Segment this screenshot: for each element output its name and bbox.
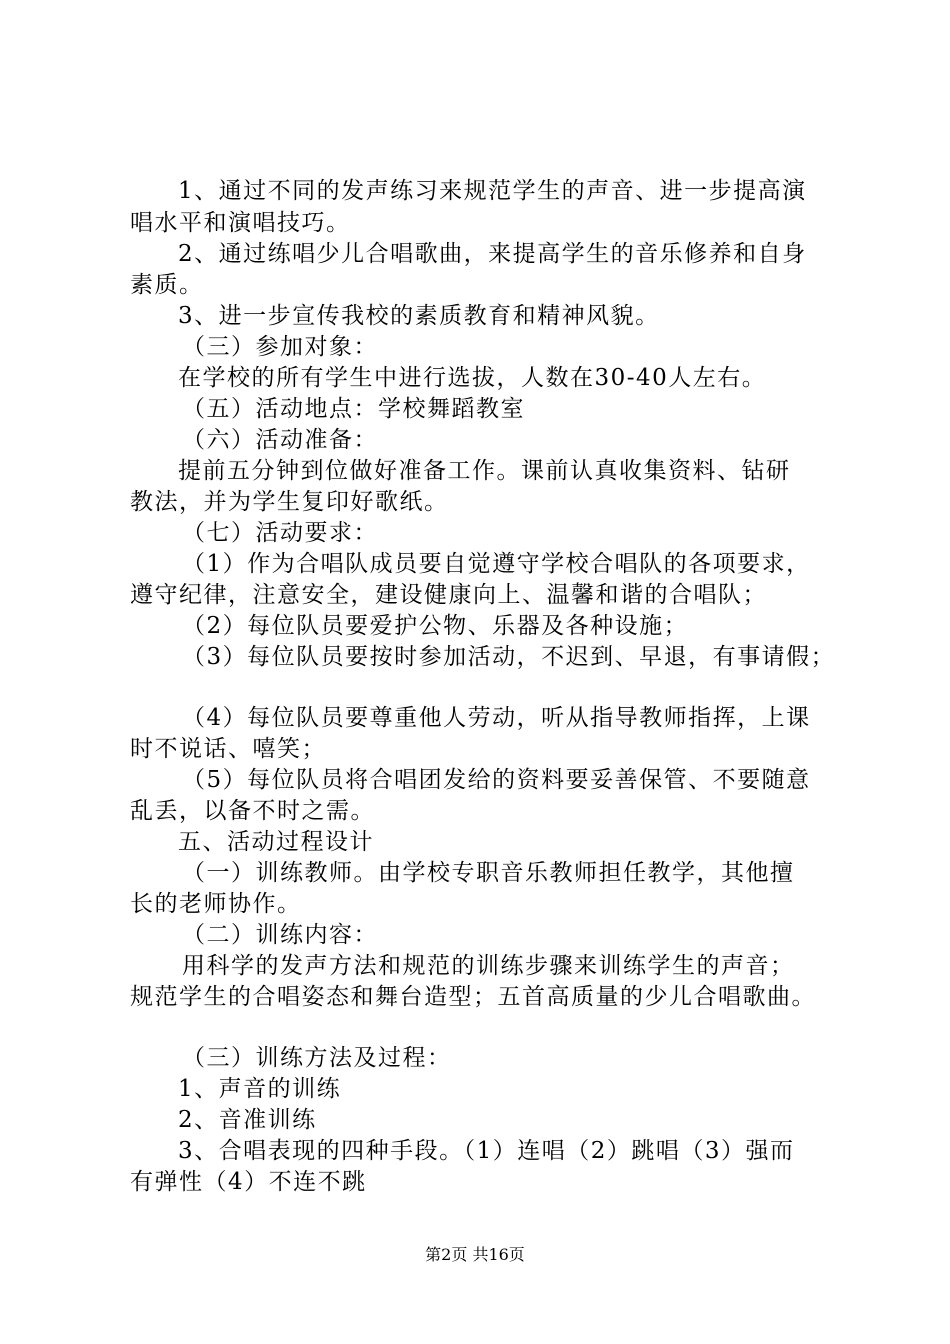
text-line: （5）每位队员将合唱团发给的资料要妥善保管、不要随意 [182,767,811,793]
text-line: 素质。 [130,272,204,298]
text-line: 乱丢，以备不时之需。 [130,798,375,824]
text-line: 1、声音的训练 [178,1076,342,1102]
text-line: （一）训练教师。由学校专职音乐教师担任教学，其他擅 [182,860,795,886]
text-line: 唱水平和演唱技巧。 [130,210,351,236]
text-line: 规范学生的合唱姿态和舞台造型；五首高质量的少儿合唱歌曲。 [130,984,816,1010]
text-line: 3、进一步宣传我校的素质教育和精神风貌。 [178,303,660,329]
text-line: （二）训练内容： [182,922,378,948]
text-line: （4）每位队员要尊重他人劳动，听从指导教师指挥，上课 [182,705,811,731]
text-line: 2、音准训练 [178,1107,317,1133]
text-line: （1）作为合唱队成员要自觉遵守学校合唱队的各项要求， [182,551,811,577]
text-line: 长的老师协作。 [130,891,302,917]
text-line: （2）每位队员要爱护公物、乐器及各种设施； [182,613,689,639]
text-line: 有弹性（4）不连不跳 [130,1169,367,1195]
text-line: 2、通过练唱少儿合唱歌曲，来提高学生的音乐修养和自身 [178,241,807,267]
text-line: 时不说话、嘻笑； [130,736,326,762]
page-number: 第2页 共16页 [425,1245,525,1264]
text-line: 遵守纪律，注意安全，建设健康向上、温馨和谐的合唱队； [130,582,767,608]
text-line: 1、通过不同的发声练习来规范学生的声音、进一步提高演 [178,178,807,204]
text-line: （三）参加对象： [182,334,378,360]
text-line: （三）训练方法及过程： [182,1045,452,1071]
text-line: （3）每位队员要按时参加活动，不迟到、早退，有事请假； [182,644,836,670]
text-line: 提前五分钟到位做好准备工作。课前认真收集资料、钻研 [178,458,791,484]
text-line: 用科学的发声方法和规范的训练步骤来训练学生的声音； [182,953,795,979]
text-line: （七）活动要求： [182,520,378,546]
text-line: （五）活动地点：学校舞蹈教室 [182,396,525,422]
text-line: 教法，并为学生复印好歌纸。 [130,489,449,515]
text-line: 3、合唱表现的四种手段。（1）连唱（2）跳唱（3）强而 [178,1138,795,1164]
text-line: 在学校的所有学生中进行选拔，人数在30-40人左右。 [178,365,767,391]
section-heading: 五、活动过程设计 [178,829,374,855]
text-line: （六）活动准备： [182,427,378,453]
